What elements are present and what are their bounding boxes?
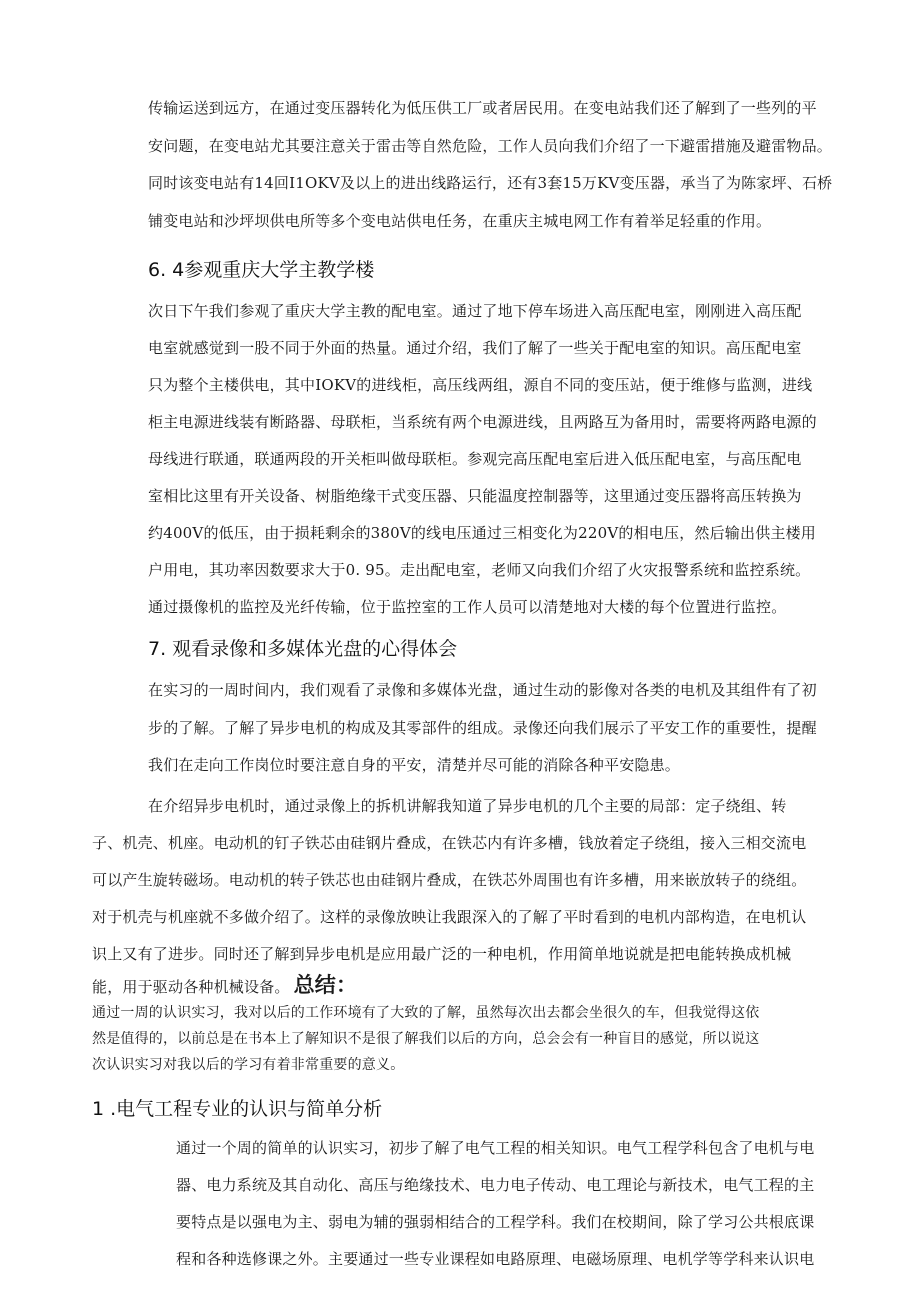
text-line: 传输运送到远方，在通过变压器转化为低压供工厂或者居民用。在变电站我们还了解到了一些列的平 (148, 99, 817, 117)
text-line-with-summary-title (92, 975, 357, 997)
text-line: 约400V的低压，由于损耗剩余的380V的线电压通过三相变化为220V的相电压，然后输出供主楼用 (148, 524, 816, 542)
text-line: 可以产生旋转磁场。电动机的转子铁芯也由硅钢片叠成，在铁芯外周围也有许多槽，用来嵌放转子的绕组。 (92, 871, 807, 889)
text-line: 安问题，在变电站尤其要注意关于雷击等自然危险，工作人员向我们介绍了一下避雷措施及避雷物品。 (148, 137, 833, 155)
text-line: 然是值得的，以前总是在书本上了解知识不是很了解我们以后的方向，总会会有一种盲目的感觉，所以说这 (92, 1031, 760, 1047)
text-line: 识上又有了进步。同时还了解到异步电机是应用最广泛的一种电机，作用简单地说就是把电能转换成机械 (92, 945, 792, 963)
text-line: 柜主电源进线装有断路器、母联柜，当系统有两个电源进线，且两路互为备用时，需要将两路电源的 (148, 413, 817, 431)
text-line: 通过一周的认识实习，我对以后的工作环境有了大致的了解，虽然每次出去都会坐很久的车，但我觉得这依 (92, 1005, 760, 1021)
text-line: 程和各种选修课之外。主要通过一些专业课程如电路原理、电磁场原理、电机学等学科来认识电 (176, 1250, 815, 1268)
text-line: 子、机壳、机座。电动机的钉子铁芯由硅钢片叠成，在铁芯内有许多槽，钱放着定子绕组，接入三相交流电 (92, 834, 807, 852)
text-line: 户用电，其功率因数要求大于0. 95。走出配电室，老师又向我们介绍了火灾报警系统和监控系统。 (148, 561, 811, 579)
text-line: 在实习的一周时间内，我们观看了录像和多媒体光盘，通过生动的影像对各类的电机及其组件有了初 (148, 681, 817, 699)
text-line: 通过摄像机的监控及光纤传输，位于监控室的工作人员可以清楚地对大楼的每个位置进行监控。 (148, 598, 787, 616)
text-line: 器、电力系统及其自动化、高压与绝缘技术、电力电子传动、电工理论与新技术，电气工程的主 (176, 1176, 815, 1194)
text-line: 同时该变电站有14回I1OKV及以上的进出线路运行，还有3套15万KV变压器，承当了为陈家坪、石桥 (148, 174, 833, 192)
text-line: 电室就感觉到一股不同于外面的热量。通过介绍，我们了解了一些关于配电室的知识。高压配电室 (148, 339, 802, 357)
text-line: 在介绍异步电机时，通过录像上的拆机讲解我知道了异步电机的几个主要的局部：定子绕组、转 (148, 797, 787, 815)
text-line: 对于机壳与机座就不多做介绍了。这样的录像放映让我跟深入的了解了平时看到的电机内部构造，在电机认 (92, 908, 807, 926)
text-line: 通过一个周的简单的认识实习，初步了解了电气工程的相关知识。电气工程学科包含了电机与电 (176, 1139, 815, 1157)
section-heading-7: 7. 观看录像和多媒体光盘的心得体会 (148, 638, 458, 660)
text-line: 要特点是以强电为主、弱电为辅的强弱相结合的工程学科。我们在校期间，除了学习公共根底课 (176, 1213, 815, 1231)
summary-title: 总结： (293, 973, 358, 997)
text-line: 能，用于驱动各种机械设备。 (92, 978, 290, 996)
text-line: 步的了解。了解了异步电机的构成及其零部件的组成。录像还向我们展示了平安工作的重要性，提醒 (148, 719, 817, 737)
text-line: 母线进行联通，联通两段的开关柜叫做母联柜。参观完高压配电室后进入低压配电室，与高压配电 (148, 450, 802, 468)
text-line: 次日下午我们参观了重庆大学主教的配电室。通过了地下停车场进入高压配电室，刚刚进入高压配 (148, 302, 802, 320)
section-heading-1: 1 .电气工程专业的认识与简单分析 (92, 1098, 383, 1120)
text-line: 只为整个主楼供电，其中IOKV的进线柜，高压线两组，源自不同的变压站，便于维修与监测，进线 (148, 376, 813, 394)
text-line: 铺变电站和沙坪坝供电所等多个变电站供电任务，在重庆主城电网工作有着举足轻重的作用。 (148, 212, 772, 230)
text-line: 我们在走向工作岗位时要注意自身的平安，清楚并尽可能的消除各种平安隐患。 (148, 756, 681, 774)
text-line: 次认识实习对我以后的学习有着非常重要的意义。 (92, 1057, 405, 1073)
text-line: 室相比这里有开关设备、树脂绝缘干式变压器、只能温度控制器等，这里通过变压器将高压转换为 (148, 487, 802, 505)
section-heading-6-4: 6. 4参观重庆大学主教学楼 (148, 259, 375, 281)
